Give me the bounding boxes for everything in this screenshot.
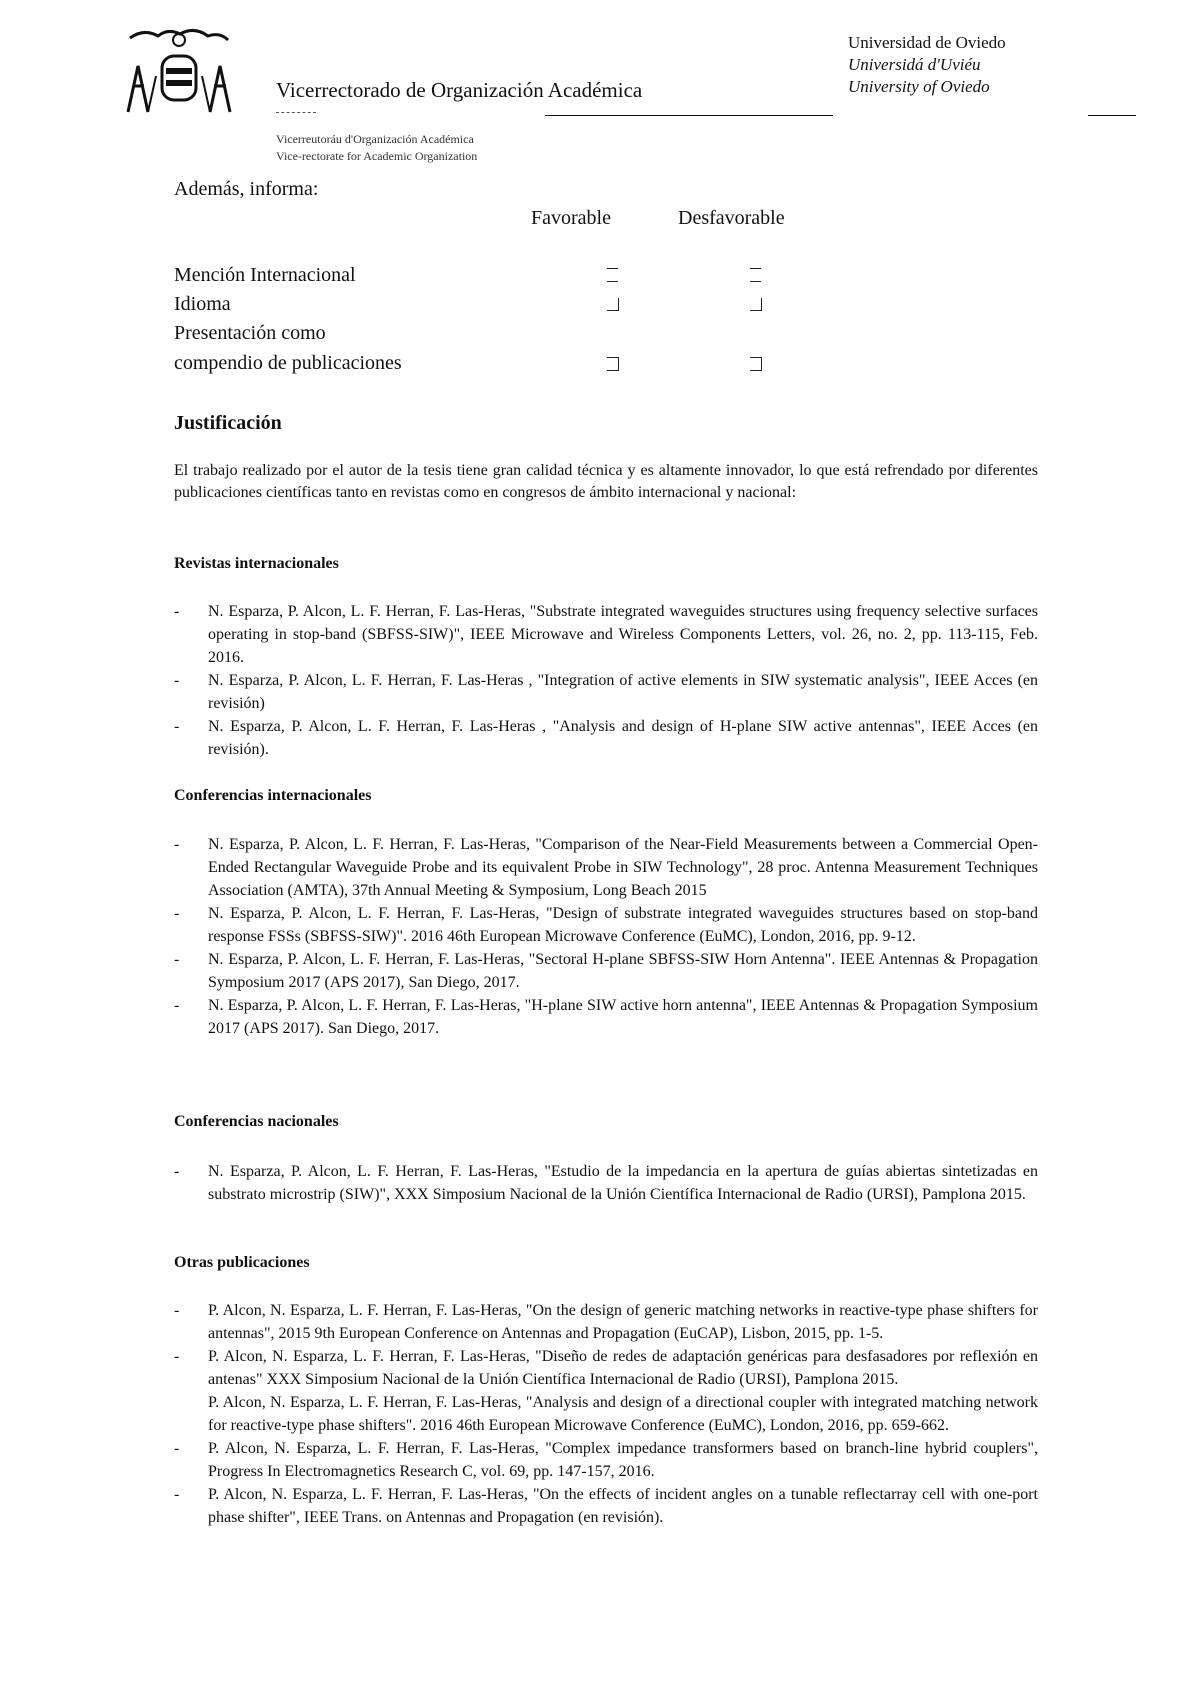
row-mencion-internacional: Mención Internacional [174, 264, 356, 286]
list-item: - N. Esparza, P. Alcon, L. F. Herran, F. Las-Heras, "H-plane SIW active horn antenna", IEEE Antennas & Propagation Symposium 2017 (APS 2017). San Diego, 2017. [174, 997, 1038, 1037]
list-revistas [174, 600, 1038, 761]
row-presentacion: Presentación como [174, 322, 326, 344]
university-name-en: University of Oviedo [848, 77, 990, 96]
university-name-es: Universidad de Oviedo [848, 33, 1006, 52]
university-crest-logo [124, 26, 234, 116]
header-divider [545, 115, 833, 116]
list-conf-internacionales [174, 833, 1038, 1040]
header-subtitle-ast: Vicerreutoráu d'Organización Académica [276, 132, 474, 146]
checkbox-idioma-desfavorable[interactable] [750, 298, 762, 311]
header-title: Vicerrectorado de Organización Académica [276, 78, 643, 102]
column-favorable: Favorable [531, 207, 611, 229]
column-desfavorable: Desfavorable [678, 207, 785, 229]
header-divider-right [1088, 115, 1136, 116]
checkbox-idioma-favorable[interactable] [607, 298, 619, 311]
list-conf-nacionales [174, 1160, 1038, 1206]
row-idioma: Idioma [174, 293, 231, 315]
list-item: - P. Alcon, N. Esparza, L. F. Herran, F. Las-Heras, "On the design of generic matching networks in reactive-type phase shifters for antennas", 2015 9th European Conference on Antennas and Propagation (EuCAP), Lisbon, 2015, pp. 1-5. [174, 1302, 1038, 1342]
list-item: - N. Esparza, P. Alcon, L. F. Herran, F. Las-Heras, "Estudio de la impedancia en la apertura de guías abiertas sintetizadas en substrato microstrip (SIW)", XXX Simposium Nacional de la Unión Científica Internacional de Radio (URSI), Pamplona 2015. [174, 1163, 1038, 1203]
justification-title: Justificación [174, 412, 282, 434]
section-title-otras: Otras publicaciones [174, 1254, 310, 1271]
section-title-revistas: Revistas internacionales [174, 555, 339, 572]
row-compendio: compendio de publicaciones [174, 352, 402, 374]
section-title-conf-nacionales: Conferencias nacionales [174, 1113, 339, 1130]
university-name-ast: Universidá d'Uviéu [848, 55, 981, 74]
checkbox-mencion-favorable[interactable] [607, 268, 618, 282]
checkbox-compendio-desfavorable[interactable] [750, 357, 762, 371]
checkbox-mencion-desfavorable[interactable] [750, 268, 761, 282]
list-item: - P. Alcon, N. Esparza, L. F. Herran, F. Las-Heras, "Diseño de redes de adaptación genéricas para desfasadores por reflexión en antenas" XXX Simposium Nacional de la Unión Científica Internacional de Radio (URSI), Pamplona 2015. [174, 1348, 1038, 1388]
list-otras [174, 1299, 1038, 1529]
header-divider-dashed [276, 112, 316, 113]
checkbox-compendio-favorable[interactable] [607, 357, 619, 371]
list-item: - P. Alcon, N. Esparza, L. F. Herran, F. Las-Heras, "Complex impedance transformers based on branch-line hybrid couplers", Progress In Electromagnetics Research C, vol. 69, pp. 147-157, 2016. [174, 1440, 1038, 1480]
list-item: - N. Esparza, P. Alcon, L. F. Herran, F. Las-Heras , "Analysis and design of H-plane SIW active antennas", IEEE Acces (en revisión). [174, 718, 1038, 758]
form-intro: Además, informa: [174, 178, 319, 200]
university-name-block [848, 32, 1006, 98]
header-subtitle-en: Vice-rectorate for Academic Organization [276, 149, 478, 163]
list-item: - N. Esparza, P. Alcon, L. F. Herran, F. Las-Heras , "Integration of active elements in SIW systematic analysis", IEEE Acces (en revisión) [174, 672, 1038, 712]
justification-text: El trabajo realizado por el autor de la tesis tiene gran calidad técnica y es altamente innovador, lo que está refrendado por diferentes publicaciones científicas tanto en revistas como en congresos de ámbito internacional y nacional: [174, 462, 1038, 501]
section-title-conf-internacionales: Conferencias internacionales [174, 787, 372, 804]
list-item: - P. Alcon, N. Esparza, L. F. Herran, F. Las-Heras, "On the effects of incident angles on a tunable reflectarray cell with one-port phase shifter", IEEE Trans. on Antennas and Propagation (en revisión). [174, 1486, 1038, 1526]
list-item: - N. Esparza, P. Alcon, L. F. Herran, F. Las-Heras, "Sectoral H-plane SBFSS-SIW Horn Antenna". IEEE Antennas & Propagation Symposium 2017 (APS 2017), San Diego, 2017. [174, 951, 1038, 991]
list-item: - N. Esparza, P. Alcon, L. F. Herran, F. Las-Heras, "Design of substrate integrated waveguides structures based on stop-band response FSSs (SBFSS-SIW)". 2016 46th European Microwave Conference (EuMC), London, 2016, pp. 9-12. [174, 905, 1038, 945]
list-item: P. Alcon, N. Esparza, L. F. Herran, F. Las-Heras, "Analysis and design of a directional coupler with integrated matching network for reactive-type phase shifters". 2016 46th European Microwave Conference (EuMC), London, 2016, pp. 659-662. [208, 1394, 1038, 1434]
list-item: - N. Esparza, P. Alcon, L. F. Herran, F. Las-Heras, "Comparison of the Near-Field Measurements between a Commercial Open-Ended Rectangular Waveguide Probe and its equivalent Probe in SIW Technology", 28 proc. Antenna Measurement Techniques Association (AMTA), 37th Annual Meeting & Symposium, Long Beach 2015 [174, 836, 1038, 899]
list-item: - N. Esparza, P. Alcon, L. F. Herran, F. Las-Heras, "Substrate integrated waveguides structures using frequency selective surfaces operating in stop-band (SBFSS-SIW)", IEEE Microwave and Wireless Components Letters, vol. 26, no. 2, pp. 113-115, Feb. 2016. [174, 603, 1038, 666]
header-subtitles [276, 131, 477, 165]
